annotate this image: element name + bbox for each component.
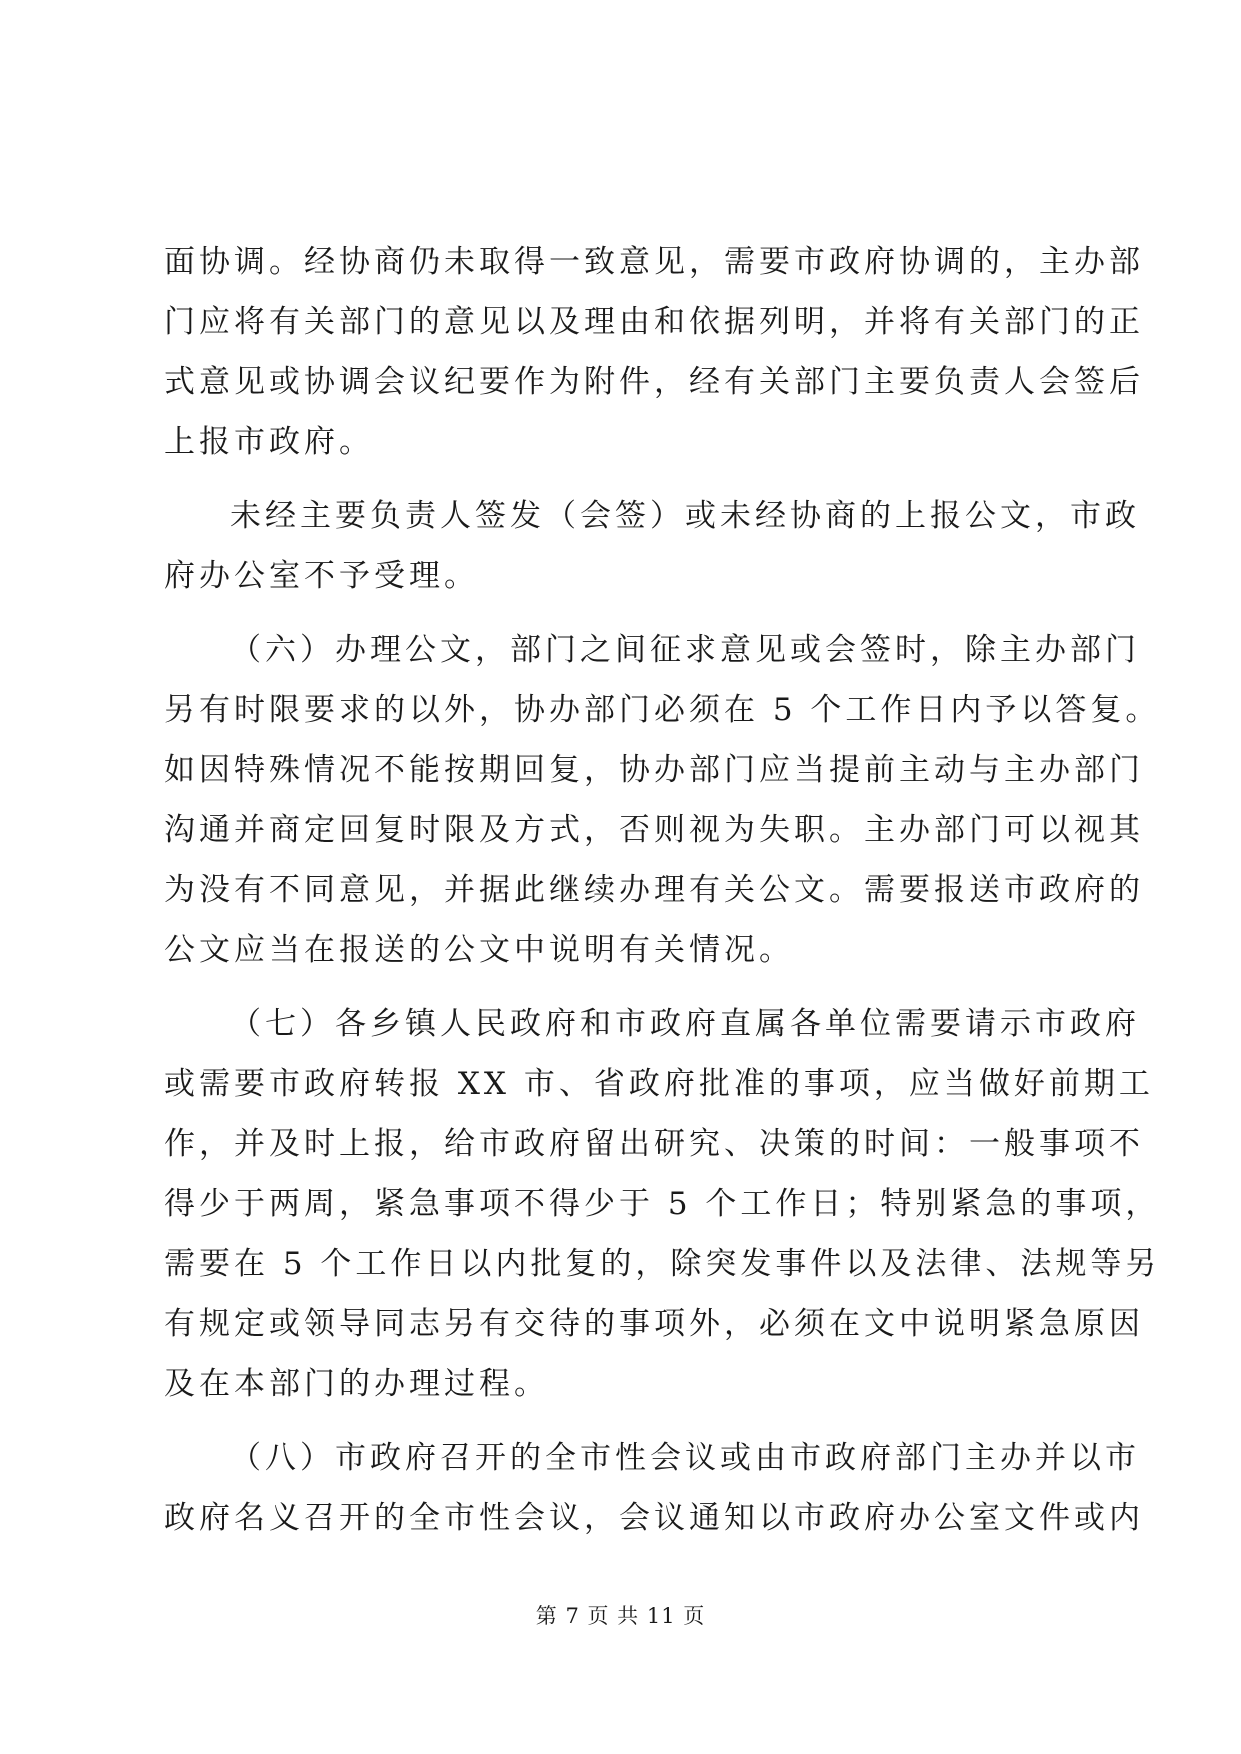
text-line: 沟通并商定回复时限及方式，否则视为失职。主办部门可以视其 — [164, 812, 1144, 848]
text-line: 门应将有关部门的意见以及理由和依据列明，并将有关部门的正 — [164, 304, 1144, 340]
text-line: 面协调。经协商仍未取得一致意见，需要市政府协调的，主办部 — [164, 244, 1144, 280]
text-line: 公文应当在报送的公文中说明有关情况。 — [164, 932, 794, 968]
text-line: 及在本部门的办理过程。 — [164, 1366, 549, 1402]
text-line: 作，并及时上报，给市政府留出研究、决策的时间：一般事项不 — [164, 1126, 1144, 1162]
text-line: 上报市政府。 — [164, 424, 374, 460]
text-line: 式意见或协调会议纪要作为附件，经有关部门主要负责人会签后 — [164, 364, 1144, 400]
text-line: 为没有不同意见，并据此继续办理有关公文。需要报送市政府的 — [164, 872, 1144, 908]
text-line: 府办公室不予受理。 — [164, 558, 479, 594]
text-line: 未经主要负责人签发（会签）或未经协商的上报公文，市政 — [230, 498, 1140, 534]
text-line: 另有时限要求的以外，协办部门必须在 5 个工作日内予以答复。 — [164, 692, 1161, 728]
document-body — [164, 232, 1161, 1548]
text-line: 得少于两周，紧急事项不得少于 5 个工作日；特别紧急的事项， — [164, 1186, 1161, 1222]
text-line: 政府名义召开的全市性会议，会议通知以市政府办公室文件或内 — [164, 1500, 1144, 1536]
text-line: 或需要市政府转报 XX 市、省政府批准的事项，应当做好前期工 — [164, 1066, 1154, 1102]
text-line: （七）各乡镇人民政府和市政府直属各单位需要请示市政府 — [230, 1006, 1140, 1042]
text-line: （六）办理公文，部门之间征求意见或会签时，除主办部门 — [230, 632, 1140, 668]
text-line: 需要在 5 个工作日以内批复的，除突发事件以及法律、法规等另 — [164, 1246, 1161, 1282]
page-number-footer: 第 7 页 共 11 页 — [535, 1604, 706, 1628]
text-line: 如因特殊情况不能按期回复，协办部门应当提前主动与主办部门 — [164, 752, 1144, 788]
text-line: 有规定或领导同志另有交待的事项外，必须在文中说明紧急原因 — [164, 1306, 1144, 1342]
text-line: （八）市政府召开的全市性会议或由市政府部门主办并以市 — [230, 1440, 1140, 1476]
